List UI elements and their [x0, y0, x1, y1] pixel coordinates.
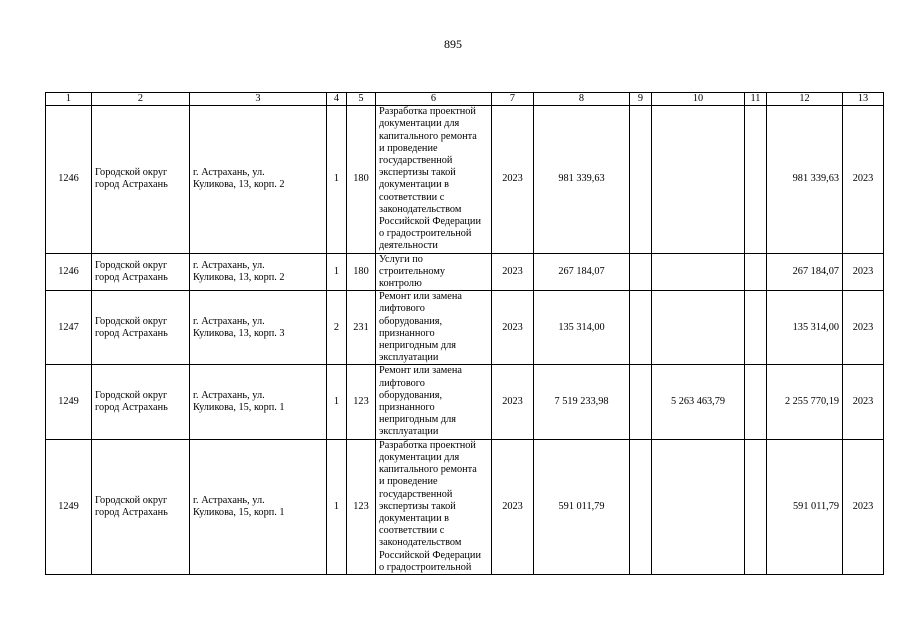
- col12-cell: 591 011,79: [767, 439, 843, 574]
- col13-cell: 2023: [843, 106, 884, 253]
- year-cell: 2023: [492, 291, 534, 365]
- column-number: 10: [652, 93, 745, 106]
- cell-line: о градостроительной: [379, 561, 472, 573]
- col10-cell: [652, 439, 745, 574]
- row-number-cell: 1247: [46, 291, 92, 365]
- cell-line: признанного: [379, 402, 435, 414]
- year-cell: 2023: [492, 253, 534, 291]
- col9-cell: [630, 253, 652, 291]
- cell-line: непригодным для: [379, 414, 456, 426]
- work-type-cell: [376, 106, 492, 253]
- col5-cell: 231: [347, 291, 376, 365]
- cell-line: документации для: [379, 118, 460, 130]
- cell-line: Ремонт или замена: [379, 365, 462, 377]
- col10-cell: 5 263 463,79: [652, 365, 745, 439]
- total-cost-cell: 981 339,63: [534, 106, 630, 253]
- col12-cell: 2 255 770,19: [767, 365, 843, 439]
- col9-cell: [630, 439, 652, 574]
- cell-line: о градостроительной: [379, 228, 472, 240]
- address-cell: [190, 439, 327, 574]
- municipality-cell: [92, 439, 190, 574]
- cell-line: строительному: [379, 265, 446, 277]
- col5-cell: 180: [347, 106, 376, 253]
- work-type-cell: [376, 365, 492, 439]
- address-cell: [190, 253, 327, 291]
- cell-line: Разработка проектной: [379, 439, 476, 451]
- cell-line: эксплуатации: [379, 352, 439, 364]
- address-cell: [190, 291, 327, 365]
- cell-line: документации в: [379, 512, 450, 524]
- cell-line: город Астрахань: [95, 271, 168, 283]
- col13-cell: 2023: [843, 365, 884, 439]
- cell-line: Российской Федерации: [379, 216, 481, 228]
- column-number: 13: [843, 93, 884, 106]
- col13-cell: 2023: [843, 291, 884, 365]
- col5-cell: 123: [347, 365, 376, 439]
- cell-line: капитального ремонта: [379, 464, 477, 476]
- cell-line: Разработка проектной: [379, 106, 476, 118]
- column-number: 5: [347, 93, 376, 106]
- column-number: 4: [327, 93, 347, 106]
- col9-cell: [630, 291, 652, 365]
- col5-cell: 180: [347, 253, 376, 291]
- year-cell: 2023: [492, 365, 534, 439]
- cell-line: г. Астрахань, ул.: [193, 259, 265, 271]
- page-number: 895: [444, 37, 462, 51]
- cell-line: и проведение: [379, 142, 438, 154]
- cell-line: соответствии с: [379, 525, 445, 537]
- column-number: 11: [745, 93, 767, 106]
- cell-line: оборудования,: [379, 315, 443, 327]
- address-cell: [190, 106, 327, 253]
- municipality-cell: [92, 106, 190, 253]
- col11-cell: [745, 439, 767, 574]
- col11-cell: [745, 106, 767, 253]
- col10-cell: [652, 253, 745, 291]
- col13-cell: 2023: [843, 439, 884, 574]
- cell-line: эксплуатации: [379, 426, 439, 438]
- col4-cell: 1: [327, 106, 347, 253]
- table-row: [46, 253, 884, 291]
- row-number-cell: 1246: [46, 253, 92, 291]
- cell-line: город Астрахань: [95, 506, 168, 518]
- col5-cell: 123: [347, 439, 376, 574]
- work-type-cell: [376, 253, 492, 291]
- cell-line: экспертизы такой: [379, 500, 456, 512]
- cell-line: соответствии с: [379, 191, 445, 203]
- col12-cell: 267 184,07: [767, 253, 843, 291]
- col11-cell: [745, 365, 767, 439]
- col11-cell: [745, 291, 767, 365]
- col4-cell: 1: [327, 365, 347, 439]
- row-number-cell: 1249: [46, 365, 92, 439]
- table-row: [46, 291, 884, 365]
- year-cell: 2023: [492, 106, 534, 253]
- total-cost-cell: 135 314,00: [534, 291, 630, 365]
- table-row: [46, 365, 884, 439]
- cell-line: г. Астрахань, ул.: [193, 494, 265, 506]
- column-number: 9: [630, 93, 652, 106]
- cell-line: лифтового: [379, 303, 425, 315]
- municipality-cell: [92, 365, 190, 439]
- cell-line: законодательством: [379, 537, 462, 549]
- col10-cell: [652, 291, 745, 365]
- cell-line: Городской округ: [95, 167, 168, 179]
- work-type-cell: [376, 291, 492, 365]
- col11-cell: [745, 253, 767, 291]
- column-number: 6: [376, 93, 492, 106]
- cell-line: документации для: [379, 451, 460, 463]
- col4-cell: 1: [327, 253, 347, 291]
- column-number: 12: [767, 93, 843, 106]
- work-type-cell: [376, 439, 492, 574]
- cell-line: контролю: [379, 278, 422, 290]
- table-row: [46, 106, 884, 253]
- cell-line: город Астрахань: [95, 179, 168, 191]
- cell-line: г. Астрахань, ул.: [193, 389, 265, 401]
- column-number: 7: [492, 93, 534, 106]
- col10-cell: [652, 106, 745, 253]
- address-cell: [190, 365, 327, 439]
- column-number: 1: [46, 93, 92, 106]
- total-cost-cell: 591 011,79: [534, 439, 630, 574]
- col9-cell: [630, 365, 652, 439]
- cell-line: г. Астрахань, ул.: [193, 167, 265, 179]
- cell-line: Российской Федерации: [379, 549, 481, 561]
- column-number: 2: [92, 93, 190, 106]
- row-number-cell: 1246: [46, 106, 92, 253]
- cell-line: законодательством: [379, 203, 462, 215]
- cell-line: Куликова, 13, корп. 2: [193, 271, 285, 283]
- column-number: 3: [190, 93, 327, 106]
- col13-cell: 2023: [843, 253, 884, 291]
- cell-line: Ремонт или замена: [379, 291, 462, 303]
- cell-line: Куликова, 13, корп. 3: [193, 327, 285, 339]
- cell-line: г. Астрахань, ул.: [193, 315, 265, 327]
- year-cell: 2023: [492, 439, 534, 574]
- cell-line: лифтового: [379, 377, 425, 389]
- cell-line: Городской округ: [95, 315, 168, 327]
- cell-line: город Астрахань: [95, 402, 168, 414]
- cell-line: Городской округ: [95, 494, 168, 506]
- cell-line: государственной: [379, 488, 453, 500]
- cell-line: Услуги по: [379, 253, 423, 265]
- row-number-cell: 1249: [46, 439, 92, 574]
- total-cost-cell: 267 184,07: [534, 253, 630, 291]
- municipality-cell: [92, 253, 190, 291]
- column-number-row: [46, 93, 884, 106]
- col4-cell: 1: [327, 439, 347, 574]
- col9-cell: [630, 106, 652, 253]
- cell-line: документации в: [379, 179, 450, 191]
- col12-cell: 135 314,00: [767, 291, 843, 365]
- cell-line: оборудования,: [379, 389, 443, 401]
- total-cost-cell: 7 519 233,98: [534, 365, 630, 439]
- table-row: [46, 439, 884, 574]
- cell-line: Городской округ: [95, 389, 168, 401]
- cell-line: и проведение: [379, 476, 438, 488]
- cell-line: капитального ремонта: [379, 130, 477, 142]
- col12-cell: 981 339,63: [767, 106, 843, 253]
- cell-line: деятельности: [379, 240, 438, 252]
- cell-line: город Астрахань: [95, 327, 168, 339]
- cell-line: непригодным для: [379, 340, 456, 352]
- cell-line: Куликова, 15, корп. 1: [193, 402, 285, 414]
- col4-cell: 2: [327, 291, 347, 365]
- cell-line: Куликова, 13, корп. 2: [193, 179, 285, 191]
- cell-line: экспертизы такой: [379, 167, 456, 179]
- cell-line: Куликова, 15, корп. 1: [193, 506, 285, 518]
- column-number: 8: [534, 93, 630, 106]
- work-plan-table: [45, 92, 884, 575]
- municipality-cell: [92, 291, 190, 365]
- cell-line: Городской округ: [95, 259, 168, 271]
- cell-line: государственной: [379, 155, 453, 167]
- cell-line: признанного: [379, 327, 435, 339]
